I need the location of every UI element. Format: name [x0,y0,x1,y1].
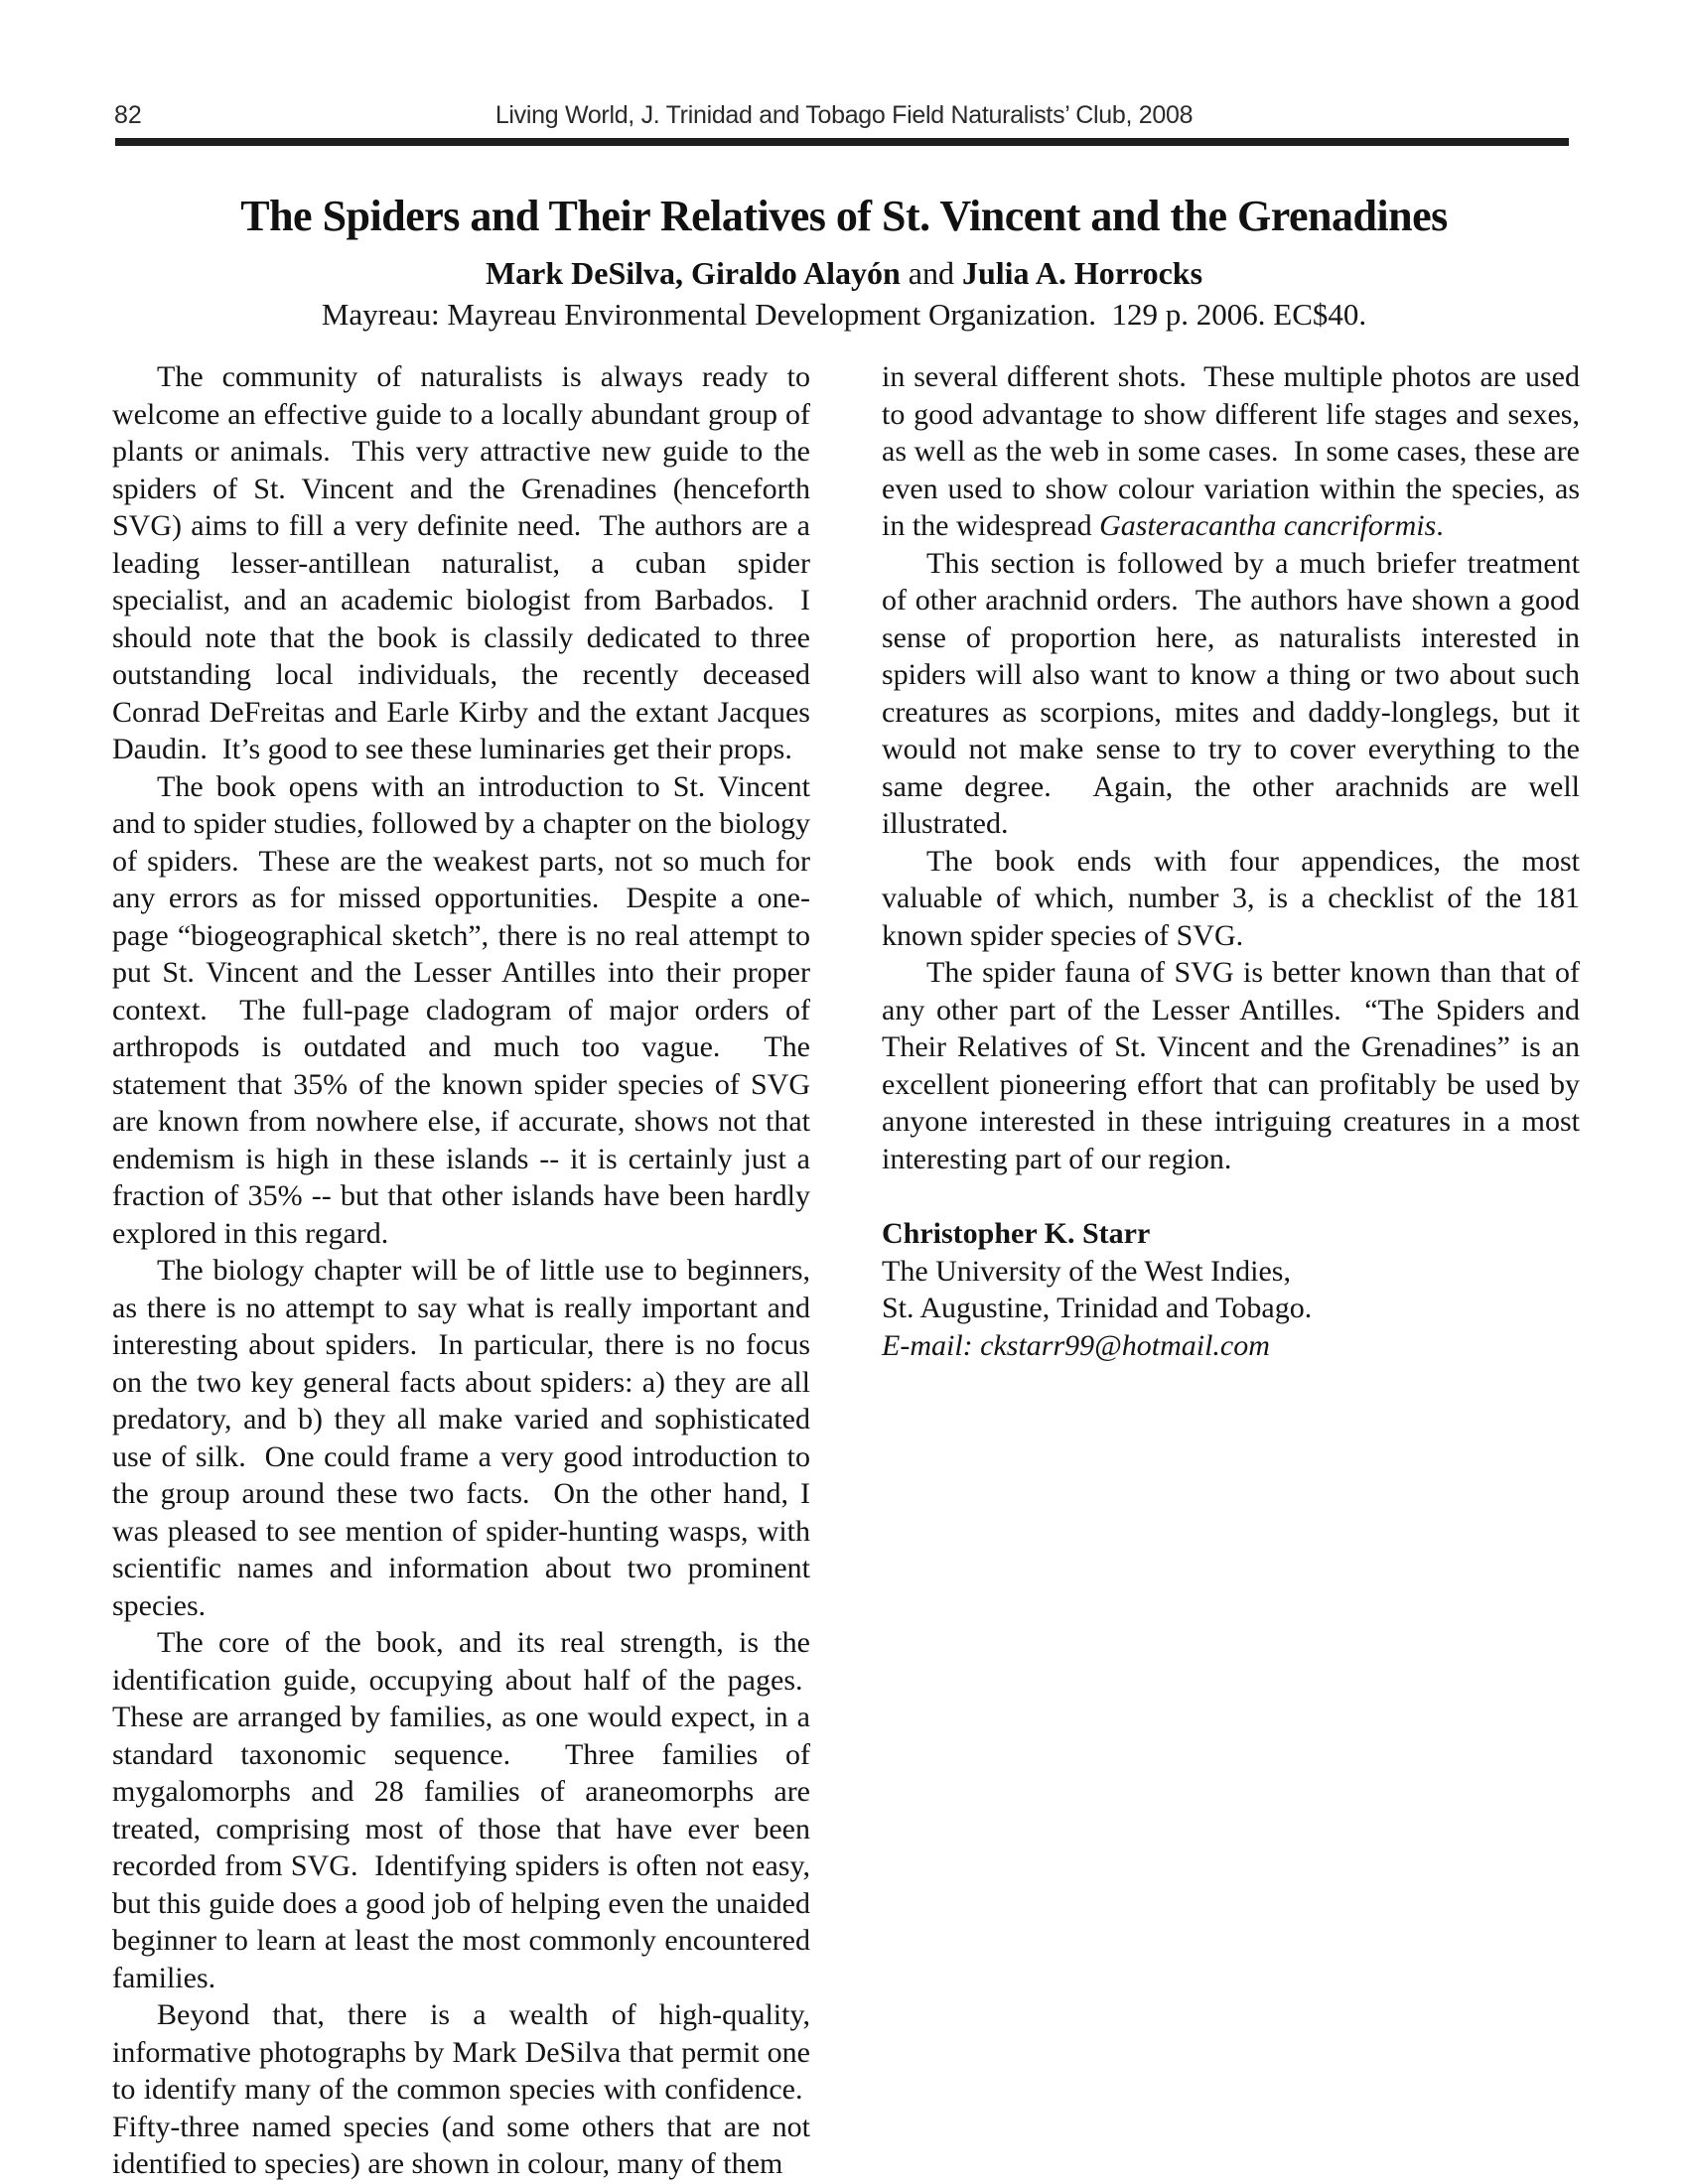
paragraph [112,358,810,768]
text-run: This section is followed by a much briefer treatment of other arachnid orders. The authors have shown a good sense of proportion here, as naturalists interested in spiders will also want to know a thing or two about such creatures as scorpions, mites and daddy-longlegs, but it would not make sense to try to cover everything to the same degree. Again, the other arachnids are well illustrated. [882,546,1580,840]
journal-header: Living World, J. Trinidad and Tobago Field Naturalists’ Club, 2008 [494,101,1194,129]
left-column [112,358,810,2183]
paragraph [882,358,1580,545]
text-run: The book opens with an introduction to St. Vincent and to spider studies, followed by a chapter on the biology of spiders. These are the weakest parts, not so much for any errors as for missed opportunities. Despite a one-page “biogeographical sketch”, there is no real attempt to put St. Vincent and the Lesser Antilles into their proper context. The full-page cladogram of major orders of arthropods is outdated and much too vague. The statement that 35% of the known spider species of SVG are known from nowhere else, if accurate, shows not that endemism is high in these islands -- it is certainly just a fraction of 35% -- but that other islands have been hardly explored in this regard. [112,769,810,1250]
text-run: . [1436,509,1444,542]
text-run: The book ends with four appendices, the most valuable of which, number 3, is a checklist of the 181 known spider species of SVG. [882,844,1580,952]
paragraph [112,768,810,1253]
text-run: The spider fauna of SVG is better known than that of any other part of the Lesser Antilles. “The Spiders and Their Relatives of St. Vincent and the Grenadines” is an excellent pioneering effort that can profitably be used by anyone interested in these intriguing creatures in a most interesting part of our region. [882,956,1580,1175]
paragraph [882,545,1580,843]
page-number: 82 [114,101,142,129]
paragraph [882,843,1580,955]
signature-address: St. Augustine, Trinidad and Tobago. [882,1292,1313,1324]
bold-text-run: Julia A. Horrocks [961,255,1203,291]
citation: Mayreau: Mayreau Environmental Development Organization. 129 p. 2006. EC$40. [321,297,1367,332]
bold-text-run: Mark DeSilva, Giraldo Alayón [485,255,901,291]
text-run: and [900,255,962,291]
text-run: Beyond that, there is a wealth of high-quality, informative photographs by Mark DeSilva that permit one to identify many of the common species with confidence. Fifty-three named species (and some others that are not identified to species) are shown in colour, many of them [112,1998,810,2180]
paragraph [112,1252,810,1624]
italic-text-run: Gasteracantha cancriformis [1099,509,1437,542]
right-column-paragraphs [882,358,1580,1177]
text-run: The community of naturalists is always ready to welcome an effective guide to a locally abundant group of plants or animals. This very attractive new guide to the spiders of St. Vincent and the Grenadines (henceforth SVG) aims to fill a very definite need. The authors are a leading lesser-antillean naturalist, a cuban spider specialist, and an academic biologist from Barbados. I should note that the book is classily dedicated to three outstanding local individuals, the recently deceased Conrad DeFreitas and Earle Kirby and the extant Jacques Daudin. It’s good to see these luminaries get their props. [112,360,810,765]
header-rule [115,138,1569,146]
signature-name: Christopher K. Starr [882,1217,1151,1250]
text-run: The biology chapter will be of little use to beginners, as there is no attempt to say what is really important and interesting about spiders. In particular, there is no focus on the two key general facts about spiders: a) they are all predatory, and b) they all make varied and sophisticated use of silk. One could frame a very good introduction to the group around these two facts. On the other hand, I was pleased to see mention of spider-hunting wasps, with scientific names and information about two prominent species. [112,1254,810,1622]
signature-affiliation: The University of the West Indies, [882,1254,1291,1288]
left-column-paragraphs [112,358,810,2183]
signature-email: E-mail: ckstarr99@hotmail.com [882,1328,1270,1362]
article-title: The Spiders and Their Relatives of St. Vincent and the Grenadines [240,192,1448,241]
signature-block [882,1215,1580,1364]
paragraph [882,954,1580,1177]
text-run: The core of the book, and its real strength, is the identification guide, occupying about half of the pages. These are arranged by families, as one would expect, in a standard taxonomic sequence. Three families of mygalomorphs and 28 families of araneomorphs are treated, comprising most of those that have ever been recorded from SVG. Identifying spiders is often not easy, but this guide does a good job of helping even the unaided beginner to learn at least the most commonly encountered families. [112,1626,810,1994]
paragraph [112,1624,810,1996]
byline [0,255,1688,292]
text-run: in several different shots. These multiple photos are used to good advantage to show different life stages and sexes, as well as the web in some cases. In some cases, these are even used to show colour variation within the species, as in the widespread [882,360,1580,542]
right-column [882,358,1580,1364]
paragraph [112,1996,810,2183]
